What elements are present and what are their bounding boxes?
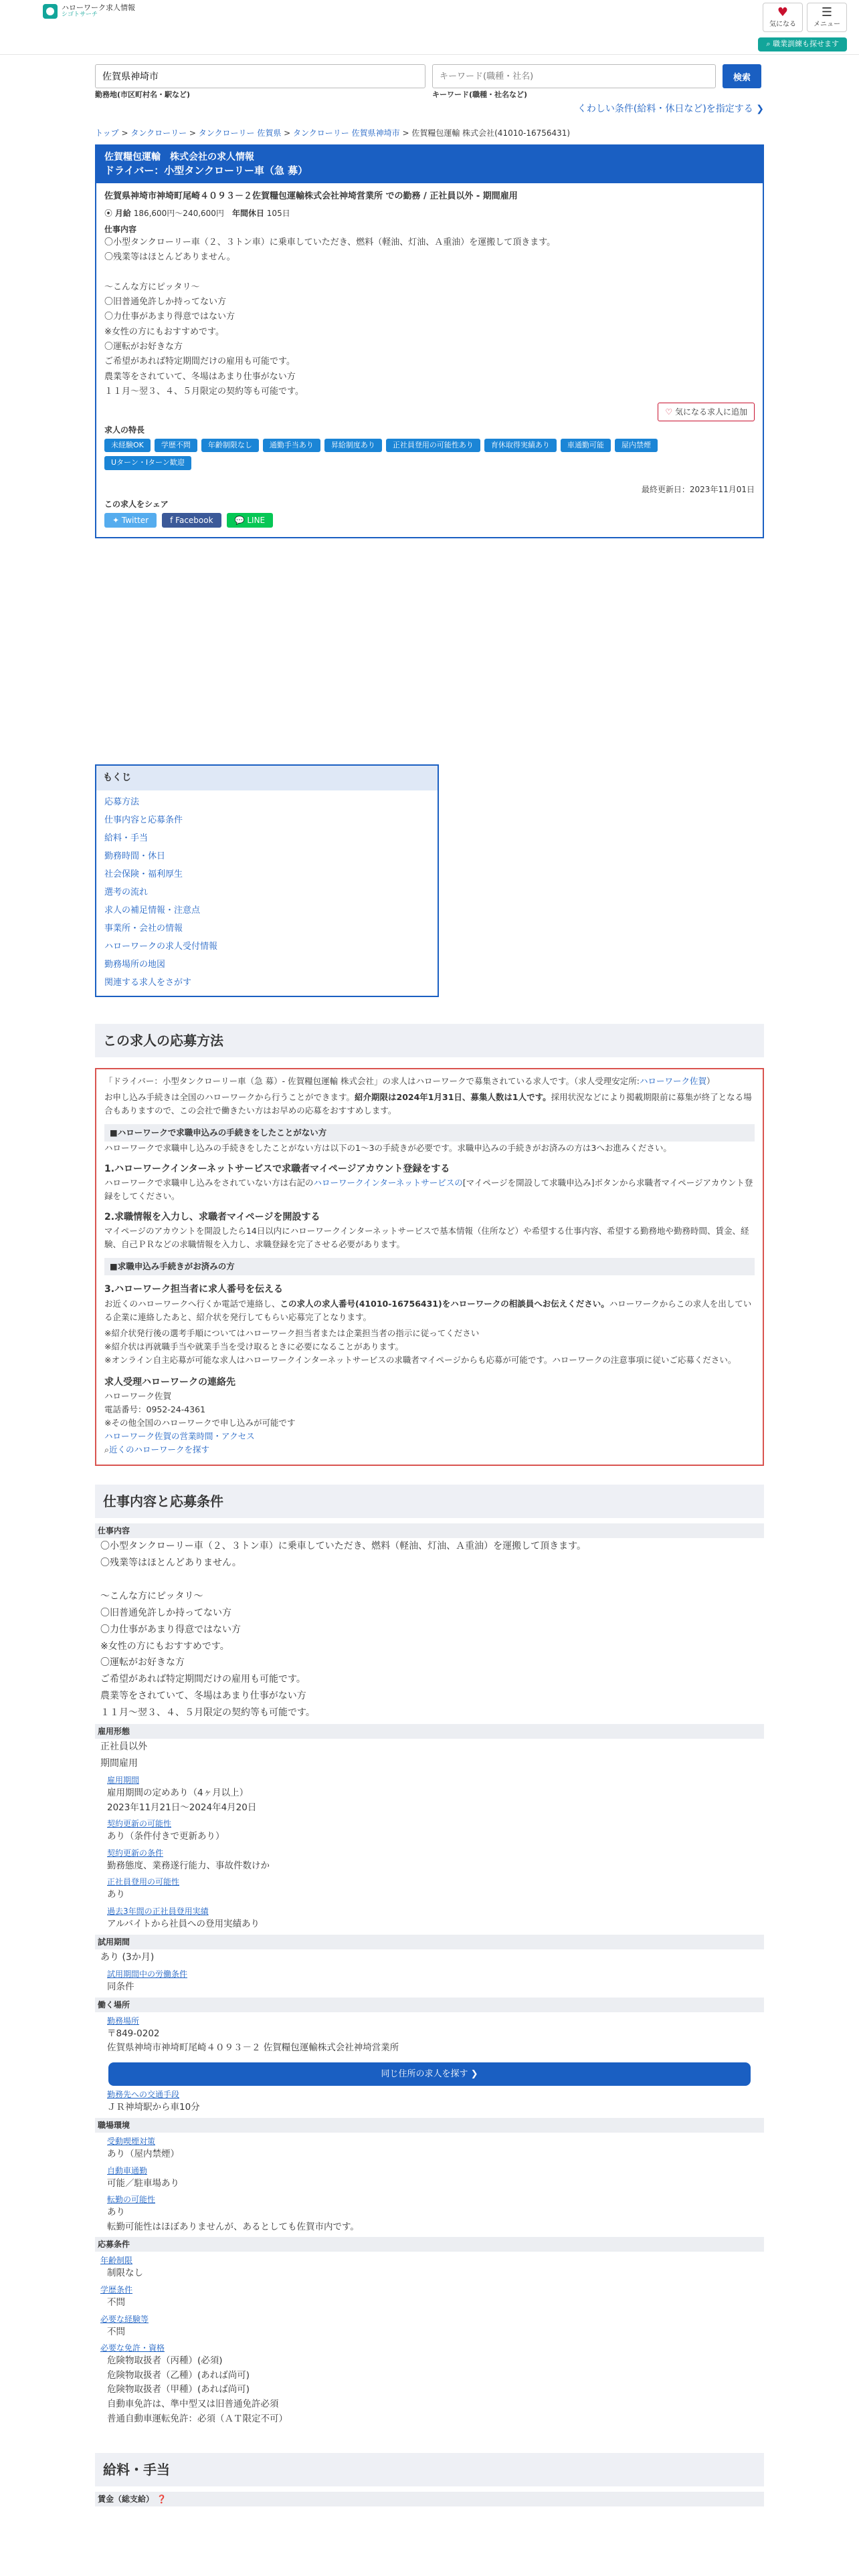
- feature-tag[interactable]: 屋内禁煙: [615, 439, 658, 453]
- breadcrumb-top[interactable]: トップ: [95, 128, 119, 138]
- breadcrumb-tanklorry[interactable]: タンクローリー: [130, 128, 187, 138]
- toc-item[interactable]: 勤務場所の地図: [104, 959, 166, 970]
- add-favorite-button[interactable]: ♡ 気になる求人に追加: [658, 403, 755, 421]
- search-bar: [95, 64, 764, 101]
- apply-heading: この求人の応募方法: [95, 1024, 764, 1057]
- toc-title: もくじ: [96, 766, 438, 790]
- site-header: [0, 0, 859, 55]
- table-of-contents: [95, 764, 439, 997]
- line-share-button[interactable]: 💬 LINE: [227, 513, 274, 528]
- location-input[interactable]: [95, 64, 425, 88]
- apply-box: 「ドライバー：小型タンクローリー車（急 募）- 佐賀糧包運輸 株式会社」の求人はハローワークで募集されている求人です。（求人受理安定所:ハローワーク佐賀） お申し込み手続きは全国のハローワークから行うことができます。紹介期限は2024年1月31日、募集人数は1人です。採用状況などにより掲載期限前に募集が終了となる場合もありますので、この会社で働きたい方はお早めの応募をおすすめします。 ■ハローワークで求職申込みの手続きをしたことがない方 ハローワークで求職申し込みの手続きをしたことがない方は以下の1〜3の手続きが必要です。求職申込みの手続きがお済みの方は3へお進みください。 1.ハローワークインターネットサービスで求職者マイページアカウント登録をする ハローワークで求職申し込みをされていない方は右記のハローワークインターネットサービスの[マイページを開設して求職申込み]ボタンから求職者マイページアカウント登録をしてください。 2.求職情報を入力し、求職者マイページを開設する マイページのアカウントを開設したら14日以内にハローワークインターネットサービスで基本情報（住所など）や希望する仕事内容、希望する勤務地や勤務時間、賃金、経験、自己ＰＲなどの求職情報を入力し、求職登録を完了させる必要があります。 ■求職申込み手続きがお済みの方 3.ハローワーク担当者に求人番号を伝える お近くのハローワークへ行くか電話で連絡し、この求人の求人番号(41010-16756431)をハローワークの相談員へお伝えください。ハローワークからこの求人を出している企業に連絡したあと、紹介状を発行してもらい応募完了となります。 ※紹介状発行後の選考手順についてはハローワーク担当者または企業担当者の指示に従ってください ※紹介状は再就職手当や就業手当を受け取るときに必要になることがあります。 ※オンライン自主応募が可能な求人はハローワークインターネットサービスの求職者マイページからも応募が可能です。ハローワークの注意事項に従いご応募ください。 求人受理ハローワークの連絡先 ハローワーク佐賀 電話番号：0952-24-4361 ※その他全国のハローワークで申し込みが可能です ハローワーク佐賀の営業時間・アクセス ⌕近くのハローワークを探す: [95, 1068, 764, 1467]
- toc-item[interactable]: 仕事内容と応募条件: [104, 815, 183, 825]
- search-icon: ⌕: [104, 1444, 110, 1455]
- toc-item[interactable]: 選考の流れ: [104, 887, 149, 897]
- salary-heading: 給料・手当: [95, 2453, 764, 2486]
- last-updated: 最終更新日：2023年11月01日: [641, 484, 755, 494]
- work-place-address: 佐賀県神埼市神埼町尾崎４０９３－２ 佐賀糧包運輸株式会社神埼営業所: [107, 2042, 399, 2054]
- menu-label: メニュー: [814, 21, 840, 28]
- toc-item[interactable]: 応募方法: [104, 796, 140, 807]
- office-name: ハローワーク佐賀: [104, 1391, 172, 1402]
- content-label: 仕事内容: [104, 224, 137, 234]
- toc-item[interactable]: 事業所・会社の情報: [104, 923, 183, 934]
- job-summary-card: [95, 144, 764, 538]
- breadcrumb-tanklorry-saga[interactable]: タンクローリー 佐賀県: [198, 128, 282, 138]
- feature-tag[interactable]: 未経験OK: [104, 439, 151, 453]
- salary-first-label: 賃金（総支給） ❓: [95, 2492, 764, 2506]
- keyword-input[interactable]: [432, 64, 716, 88]
- conditions-section: 仕事内容 〇小型タンクローリー車（２、３トン車）に乗車していただき、燃料（軽油、灯油、Ａ重油）を運搬して頂きます。 〇残業等はほとんどありません。 〜こんな方にピッタリ〜 〇旧普通免許しか持ってない方 〇力仕事があまり得意ではない方 ※女性の方にもおすすめです。 〇運転がお好きな方 ご希望があれば特定期間だけの雇用も可能です。 農業等をされていて、冬場はあまり仕事がない方 １１月〜翌３、４、５月限定の契約等も可能です。 雇用形態 正社員以外 期間雇用 雇用期間 雇用期間の定めあり（4ヶ月以上） 2023年11月21日〜2024年4月20日 契約更新の可能性 あり（条件付きで更新あり） 契約更新の条件 勤務態度、業務遂行能力、事故件数けか 正社員登用の可能性 あり 過去3年間の正社員登用実績 アルバイトから社員への登用実績あり 試用期間 あり (3か月) 試用期間中の労働条件 同条件 働く場所 勤務場所 〒849-0202 佐賀県神埼市神埼町尾崎４０９３－２ 佐賀糧包運輸株式会社神埼営業所 同じ住所の求人を探す ❯ 勤務先への交通手段 ＪＲ神埼駅から車10分 職場環境 受動喫煙対策 あり（屋内禁煙） 自動車通勤 可能／駐車場あり 転勤の可能性 あり 転勤可能性はほぼありませんが、あるとしても佐賀市内です。 応募条件 年齢制限 制限なし 学歴条件 不問 必要な経験等 不問 必要な免許・資格 危険物取扱者（丙種）(必須) 危険物取扱者（乙種）(あれば尚可) 危険物取扱者（甲種）(あれば尚可) 自動車免許は、準中型又は旧普通免許必須 普通自動車運転免許：必須（ＡＴ限定不可）: [95, 1523, 764, 2426]
- share-label: この求人をシェア: [104, 499, 169, 509]
- feature-tag[interactable]: 車通勤可能: [561, 439, 611, 453]
- twitter-share-button[interactable]: ✦ Twitter: [104, 513, 157, 528]
- job-content: 〇小型タンクローリー車（２、３トン車）に乗車していただき、燃料（軽油、灯油、Ａ重油）を運搬して頂きます。 〇残業等はほとんどありません。 〜こんな方にピッタリ〜 〇旧普通免許しか持ってない方 〇力仕事があまり得意ではない方 ※女性の方にもおすすめです。 〇運転がお好きな方 ご希望があれば特定期間だけの雇用も可能です。 農業等をされていて、冬場はあまり仕事がない方 １１月〜翌３、４、５月限定の契約等も可能です。: [104, 237, 556, 397]
- near-hellowork-link[interactable]: 近くのハローワークを探す: [109, 1444, 210, 1455]
- heart-icon: ♥: [777, 5, 789, 19]
- site-logo[interactable]: [43, 4, 135, 19]
- feature-tag[interactable]: Uターン・Iターン歓迎: [104, 456, 191, 470]
- training-search-label: 職業訓練も探せます: [773, 39, 839, 48]
- toc-item[interactable]: 社会保険・福利厚生: [104, 869, 183, 879]
- office-tel: 電話番号：0952-24-4361: [104, 1404, 206, 1415]
- internet-service-link[interactable]: ハローワークインターネットサービスの: [313, 1177, 463, 1188]
- step3-heading: 3.ハローワーク担当者に求人番号を伝える: [104, 1284, 284, 1295]
- subheading-new-applicant: ■ハローワークで求職申込みの手続きをしたことがない方: [104, 1124, 755, 1142]
- breadcrumb: トップ > タンクローリー > タンクローリー 佐賀県 > タンクローリー 佐賀県神埼市 > 佐賀糧包運輸 株式会社(41010-16756431): [95, 128, 571, 138]
- share-buttons: [104, 513, 755, 528]
- feature-tags: [104, 439, 747, 470]
- salary-line: ⦿ 月給 186,600円〜240,600円 年間休日 105日: [104, 208, 290, 218]
- logo-subtitle: シゴトサーチ: [62, 11, 98, 19]
- help-icon[interactable]: ❓: [157, 2494, 167, 2504]
- conditions-heading: 仕事内容と応募条件: [95, 1485, 764, 1518]
- job-address: 佐賀県神埼市神埼町尾崎４０９３－２佐賀糧包運輸株式会社神埼営業所 での勤務 / 正社員以外 - 期間雇用: [104, 191, 518, 202]
- feature-tag[interactable]: 正社員登用の可能性あり: [386, 439, 480, 453]
- feature-tag[interactable]: 学歴不問: [155, 439, 197, 453]
- step1-heading: 1.ハローワークインターネットサービスで求職者マイページアカウント登録をする: [104, 1163, 450, 1174]
- facebook-icon: f: [170, 515, 173, 525]
- main-content: [95, 64, 764, 2506]
- heart-outline-icon: ♡: [665, 407, 673, 417]
- subheading-registered: ■求職申込み手続きがお済みの方: [104, 1258, 755, 1275]
- company-line: 佐賀糧包運輸 株式会社の求人情報: [104, 151, 254, 163]
- feature-tag[interactable]: 通勤手当あり: [263, 439, 320, 453]
- hamburger-icon: ☰: [821, 5, 833, 19]
- facebook-share-button[interactable]: f Facebook: [162, 513, 221, 528]
- hellowork-saga-link[interactable]: ハローワーク佐賀: [640, 1075, 707, 1086]
- detail-conditions-link[interactable]: くわしい条件(給料・休日など)を指定する ❯: [577, 103, 764, 114]
- line-icon: 💬: [234, 515, 245, 525]
- location-label: 勤務地(市区町村名・駅など): [95, 90, 191, 99]
- training-search-button[interactable]: [758, 37, 847, 51]
- feature-tag[interactable]: 昇給制度あり: [324, 439, 382, 453]
- toc-item[interactable]: 関連する求人をさがす: [104, 977, 192, 988]
- favorites-label: 気になる: [769, 21, 796, 28]
- feature-tag[interactable]: 育休取得実績あり: [484, 439, 557, 453]
- menu-button[interactable]: [807, 3, 847, 32]
- search-icon: ⌕: [766, 39, 773, 48]
- same-address-search-button[interactable]: 同じ住所の求人を探す ❯: [108, 2062, 751, 2086]
- holiday-value: 105日: [266, 208, 290, 218]
- keyword-label: キーワード(職種・社名など): [432, 90, 528, 99]
- favorites-button[interactable]: [763, 3, 803, 32]
- search-button[interactable]: 検索: [723, 64, 761, 88]
- toc-item[interactable]: 勤務時間・休日: [104, 851, 166, 861]
- salary-value: 186,600円〜240,600円: [133, 208, 224, 218]
- features-label: 求人の特長: [104, 425, 145, 435]
- logo-title: ハローワーク求人情報: [62, 3, 135, 12]
- job-title: ドライバー：小型タンクローリー車（急 募）: [104, 165, 308, 177]
- chevron-right-icon: ❯: [470, 2068, 478, 2079]
- contact-heading: 求人受理ハローワークの連絡先: [104, 1376, 235, 1388]
- yen-icon: ⦿: [104, 208, 113, 218]
- toc-item[interactable]: 求人の補足情報・注意点: [104, 905, 201, 916]
- logo-mark-icon: [43, 4, 58, 19]
- step2-heading: 2.求職情報を入力し、求職者マイページを開設する: [104, 1211, 320, 1222]
- office-access-link[interactable]: ハローワーク佐賀の営業時間・アクセス: [104, 1431, 255, 1442]
- toc-item[interactable]: 給料・手当: [104, 833, 149, 843]
- toc-item[interactable]: ハローワークの求人受付情報: [104, 941, 218, 952]
- feature-tag[interactable]: 年齢制限なし: [201, 439, 259, 453]
- chevron-right-icon: ❯: [756, 103, 764, 114]
- breadcrumb-current: 佐賀糧包運輸 株式会社(41010-16756431): [411, 128, 571, 138]
- breadcrumb-tanklorry-kanzaki[interactable]: タンクローリー 佐賀県神埼市: [293, 128, 400, 138]
- conditions-content: 〇小型タンクローリー車（２、３トン車）に乗車していただき、燃料（軽油、灯油、Ａ重油）を運搬して頂きます。 〇残業等はほとんどありません。 〜こんな方にピッタリ〜 〇旧普通免許しか持ってない方 〇力仕事があまり得意ではない方 ※女性の方にもおすすめです。 〇運転がお好きな方 ご希望があれば特定期間だけの雇用も可能です。 農業等をされていて、冬場はあまり仕事がない方 １１月〜翌３、４、５月限定の契約等も可能です。: [100, 1541, 587, 1719]
- twitter-icon: ✦: [112, 515, 120, 525]
